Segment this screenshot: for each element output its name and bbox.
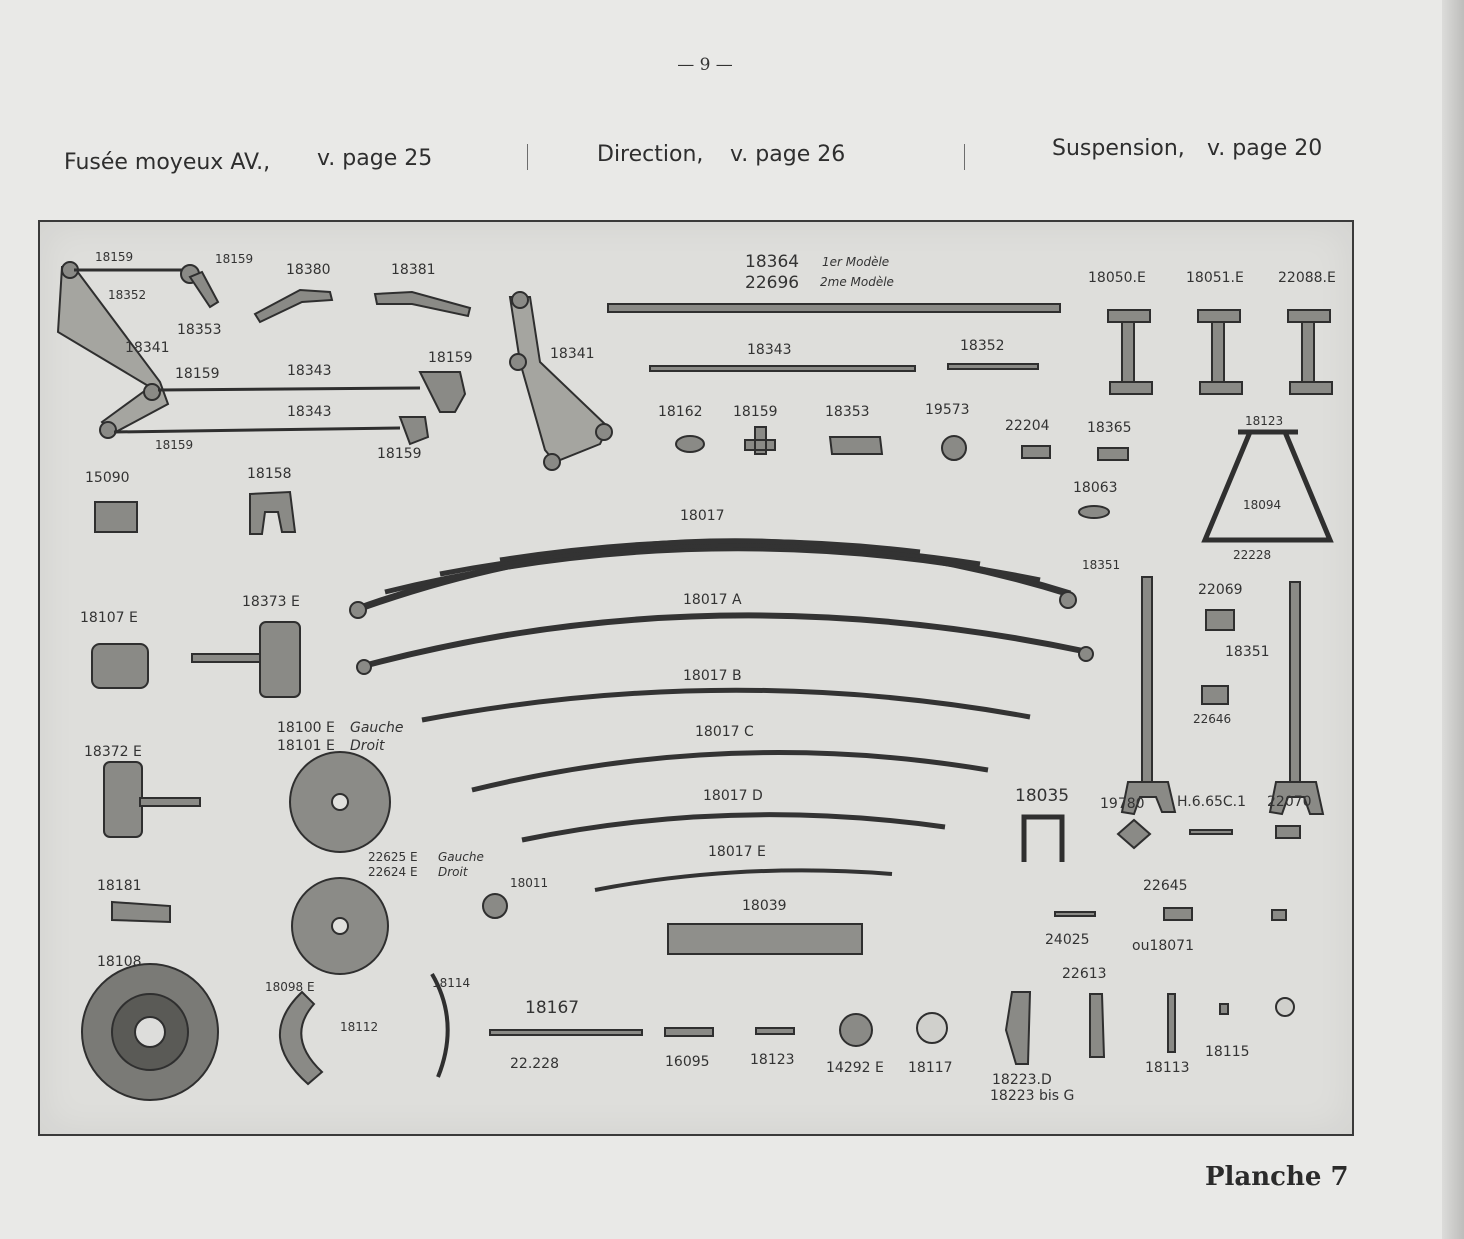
part-label: 18343 bbox=[287, 363, 332, 379]
header-divider bbox=[527, 144, 528, 170]
washer-18117-drawing bbox=[917, 1013, 947, 1043]
part-19780-drawing bbox=[1118, 820, 1150, 848]
brake-shoe-drawing bbox=[280, 992, 322, 1084]
part-label: 18353 bbox=[177, 322, 222, 338]
stub-axle-18372e-drawing bbox=[104, 762, 200, 837]
header-right-ref: v. page 20 bbox=[1207, 136, 1323, 161]
part-label: 18159 bbox=[175, 366, 220, 382]
part-label: 18159 bbox=[733, 404, 778, 420]
part-label: 22613 bbox=[1062, 966, 1107, 982]
part-18158-drawing bbox=[250, 492, 295, 534]
part-label: 18035 bbox=[1015, 786, 1070, 806]
part-label: 18017 E bbox=[708, 844, 766, 860]
side-note: Gauche bbox=[350, 720, 404, 736]
part-label: 24025 bbox=[1045, 932, 1090, 948]
model-note: 2me Modèle bbox=[820, 275, 894, 289]
part-label: 18162 bbox=[658, 404, 703, 420]
part-label: 18017 bbox=[680, 508, 725, 524]
part-22069-drawing bbox=[1206, 610, 1234, 630]
page-edge-shadow bbox=[1442, 0, 1464, 1239]
header-middle-ref: v. page 26 bbox=[730, 142, 846, 167]
part-label: 22645 bbox=[1143, 878, 1188, 894]
part-label: 18094 bbox=[1243, 498, 1282, 512]
plate-number: Planche 7 bbox=[1205, 1162, 1349, 1192]
part-18162-drawing bbox=[676, 436, 704, 452]
plate-18039-drawing bbox=[668, 924, 862, 954]
part-label: 18341 bbox=[550, 346, 595, 362]
part-label: 18159 bbox=[377, 446, 422, 462]
part-label: 18223 bis G bbox=[990, 1088, 1075, 1104]
part-label: 22696 bbox=[745, 273, 800, 293]
part-15090-drawing bbox=[95, 502, 137, 532]
rod-18167-drawing bbox=[490, 1030, 642, 1035]
part-label: 18011 bbox=[510, 876, 549, 890]
part-label: 18108 bbox=[97, 954, 142, 970]
lever-22613-drawing bbox=[1090, 994, 1104, 1057]
part-label: 22069 bbox=[1198, 582, 1243, 598]
part-label: 18123 bbox=[1245, 414, 1284, 428]
part-label: 18063 bbox=[1073, 480, 1118, 496]
part-label: ou18071 bbox=[1132, 938, 1194, 954]
side-note: Droit bbox=[350, 738, 385, 754]
part-18063-drawing bbox=[1079, 506, 1109, 518]
part-label: 18113 bbox=[1145, 1060, 1190, 1076]
part-label: 18159 bbox=[155, 438, 194, 452]
brackets-drawing bbox=[1108, 310, 1332, 394]
header-left-ref: v. page 25 bbox=[317, 146, 433, 171]
part-label: 22.228 bbox=[510, 1056, 559, 1072]
part-label: 18112 bbox=[340, 1020, 379, 1034]
header-middle-title: Direction, bbox=[597, 142, 704, 167]
header-divider bbox=[964, 144, 965, 170]
part-label: 22088.E bbox=[1278, 270, 1336, 286]
part-22645-drawing bbox=[1164, 908, 1192, 920]
rod-18352-drawing bbox=[948, 364, 1038, 369]
pin-16095-drawing bbox=[665, 1028, 713, 1036]
part-label: 18101 E bbox=[277, 738, 335, 754]
part-label: 18351 bbox=[1082, 558, 1121, 572]
washer-18011-drawing bbox=[483, 894, 507, 918]
a-frame-18094-drawing bbox=[1205, 432, 1330, 540]
part-label: 18343 bbox=[287, 404, 332, 420]
part-label: 22070 bbox=[1267, 794, 1312, 810]
tie-rod-18343-drawing bbox=[650, 366, 915, 371]
part-label: 22204 bbox=[1005, 418, 1050, 434]
part-label: 18050.E bbox=[1088, 270, 1146, 286]
part-18181-drawing bbox=[112, 902, 170, 922]
header-right-title: Suspension, bbox=[1052, 136, 1185, 161]
part-label: 18051.E bbox=[1186, 270, 1244, 286]
part-22070-drawing bbox=[1276, 826, 1300, 838]
part-label: 18017 B bbox=[683, 668, 742, 684]
part-label: 19780 bbox=[1100, 796, 1145, 812]
part-label: 18107 E bbox=[80, 610, 138, 626]
nut-drawing bbox=[1272, 910, 1286, 920]
section-header bbox=[62, 138, 1352, 178]
side-note: Droit bbox=[438, 865, 468, 879]
hub-18107e-drawing bbox=[92, 644, 148, 688]
part-label: H.6.65C.1 bbox=[1177, 794, 1247, 810]
part-label: 18372 E bbox=[84, 744, 142, 760]
part-label: 18352 bbox=[960, 338, 1005, 354]
part-label: 16095 bbox=[665, 1054, 710, 1070]
part-label: 18159 bbox=[215, 252, 254, 266]
part-label: 18352 bbox=[108, 288, 147, 302]
part-label: 22228 bbox=[1233, 548, 1272, 562]
part-label: 22624 E bbox=[368, 865, 418, 879]
pin-18123-drawing bbox=[756, 1028, 794, 1034]
arm-18381-drawing bbox=[375, 292, 470, 316]
stub-axle-18373e-drawing bbox=[192, 622, 300, 697]
part-label: 18117 bbox=[908, 1060, 953, 1076]
part-label: 22625 E bbox=[368, 850, 418, 864]
part-label: 15090 bbox=[85, 470, 130, 486]
ring-drawing bbox=[1276, 998, 1294, 1016]
part-18353-drawing bbox=[830, 437, 882, 454]
shaft-18364-drawing bbox=[608, 304, 1060, 312]
part-label: 18100 E bbox=[277, 720, 335, 736]
model-note: 1er Modèle bbox=[822, 255, 890, 269]
part-label: 18114 bbox=[432, 976, 471, 990]
part-label: 18364 bbox=[745, 252, 800, 272]
part-22646-drawing bbox=[1202, 686, 1228, 704]
part-label: 18223.D bbox=[992, 1072, 1052, 1088]
u-bolt-18035-drawing bbox=[1024, 817, 1062, 862]
part-18365-drawing bbox=[1098, 448, 1128, 460]
part-label: 22646 bbox=[1193, 712, 1232, 726]
part-label: 18158 bbox=[247, 466, 292, 482]
part-label: 18115 bbox=[1205, 1044, 1250, 1060]
bearing-14292e-drawing bbox=[840, 1014, 872, 1046]
part-label: 18343 bbox=[747, 342, 792, 358]
part-label: 18373 E bbox=[242, 594, 300, 610]
part-h665c1-drawing bbox=[1190, 830, 1232, 834]
arm-18341-drawing bbox=[510, 292, 612, 470]
part-label: 18017 A bbox=[683, 592, 742, 608]
part-label: 18017 D bbox=[703, 788, 763, 804]
part-label: 18353 bbox=[825, 404, 870, 420]
part-label: 18098 E bbox=[265, 980, 315, 994]
side-note: Gauche bbox=[438, 850, 484, 864]
spring-eye-drawing bbox=[357, 660, 371, 674]
header-left-title: Fusée moyeux AV., bbox=[64, 150, 271, 175]
part-label: 18381 bbox=[391, 262, 436, 278]
part-label: 18181 bbox=[97, 878, 142, 894]
lever-18223-drawing bbox=[1006, 992, 1030, 1064]
spring-eye-drawing bbox=[1060, 592, 1076, 608]
part-18115-drawing bbox=[1220, 1004, 1228, 1014]
parts-plate bbox=[38, 220, 1354, 1136]
part-label: 18167 bbox=[525, 998, 580, 1018]
part-19573-drawing bbox=[942, 436, 966, 460]
part-label: 14292 E bbox=[826, 1060, 884, 1076]
part-18159-drawing bbox=[745, 427, 775, 454]
part-label: 19573 bbox=[925, 402, 970, 418]
part-24025-drawing bbox=[1055, 912, 1095, 916]
part-label: 18159 bbox=[95, 250, 134, 264]
part-label: 18123 bbox=[750, 1052, 795, 1068]
arm-18380-drawing bbox=[255, 290, 332, 322]
part-label: 18365 bbox=[1087, 420, 1132, 436]
spring-eye-drawing bbox=[350, 602, 366, 618]
part-22204-drawing bbox=[1022, 446, 1050, 458]
page-number: — 9 — bbox=[677, 55, 733, 75]
part-label: 18017 C bbox=[695, 724, 754, 740]
spring-eye-drawing bbox=[1079, 647, 1093, 661]
part-label: 18351 bbox=[1225, 644, 1270, 660]
bolt-18113-drawing bbox=[1168, 994, 1175, 1052]
part-label: 18039 bbox=[742, 898, 787, 914]
part-label: 18341 bbox=[125, 340, 170, 356]
part-label: 18159 bbox=[428, 350, 473, 366]
part-label: 18380 bbox=[286, 262, 331, 278]
brake-drum-18108-drawing bbox=[82, 964, 218, 1100]
